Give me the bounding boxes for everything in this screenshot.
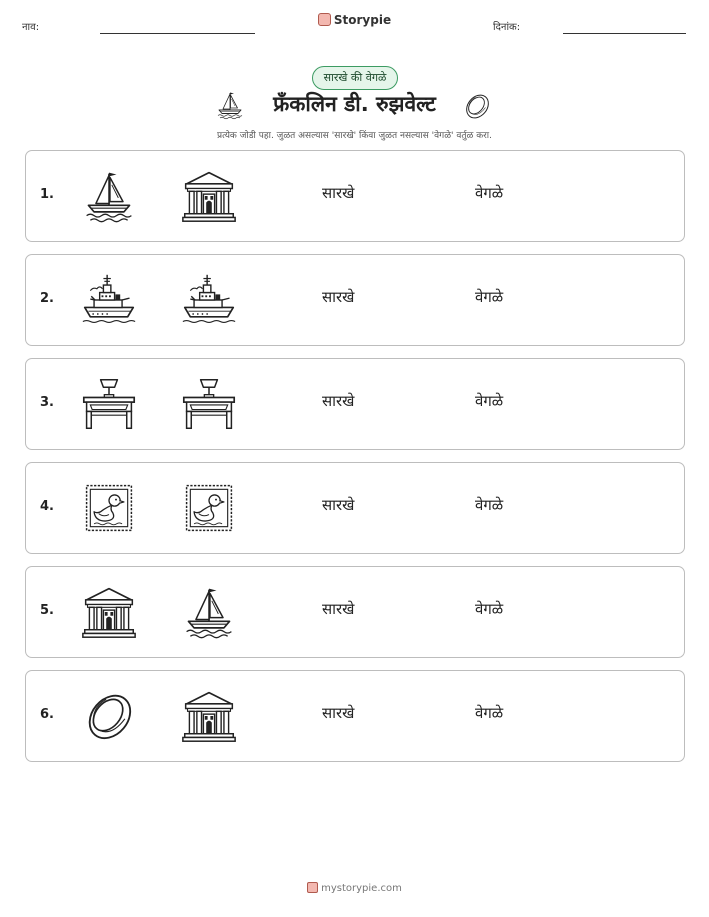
question-number: 6. <box>40 707 54 722</box>
date-line <box>563 33 686 34</box>
question-card-6 <box>25 670 685 762</box>
building-icon <box>181 688 237 744</box>
storypie-logo-icon <box>318 13 331 26</box>
warship-icon <box>81 272 137 328</box>
sailboat-icon <box>181 584 237 640</box>
duck-stamp-icon <box>81 480 137 536</box>
page-title: फ्रँकलिन डी. रुझवेल्ट <box>273 92 436 116</box>
storypie-logo-icon <box>307 882 318 893</box>
desk-lamp-icon <box>81 376 137 432</box>
question-card-5 <box>25 566 685 658</box>
option-different[interactable]: वेगळे <box>475 704 504 722</box>
footer-url[interactable]: mystorypie.com <box>321 883 402 894</box>
option-same[interactable]: सारखे <box>322 392 355 410</box>
duck-stamp-icon <box>181 480 237 536</box>
building-icon <box>81 584 137 640</box>
topic-badge: सारखे की वेगळे <box>312 66 398 90</box>
option-different[interactable]: वेगळे <box>475 184 504 202</box>
brand-name: Storypie <box>333 13 392 27</box>
question-number: 3. <box>40 395 54 410</box>
option-different[interactable]: वेगळे <box>475 496 504 514</box>
name-label: नाव: <box>22 22 40 33</box>
option-different[interactable]: वेगळे <box>475 392 504 410</box>
question-card-3 <box>25 358 685 450</box>
sailboat-icon <box>81 168 137 224</box>
question-number: 1. <box>40 187 54 202</box>
question-number: 5. <box>40 603 54 618</box>
desk-lamp-icon <box>181 376 237 432</box>
question-card-1 <box>25 150 685 242</box>
question-number: 2. <box>40 291 54 306</box>
option-different[interactable]: वेगळे <box>475 600 504 618</box>
warship-icon <box>181 272 237 328</box>
building-icon <box>181 168 237 224</box>
option-same[interactable]: सारखे <box>322 704 355 722</box>
option-same[interactable]: सारखे <box>322 184 355 202</box>
brand <box>0 13 709 27</box>
question-card-4 <box>25 462 685 554</box>
name-line <box>100 33 255 34</box>
title-row <box>0 90 709 122</box>
footer <box>0 882 709 894</box>
question-number: 4. <box>40 499 54 514</box>
instructions: प्रत्येक जोडी पहा. जुळत असल्यास 'सारखे' किंवा जुळत नसल्यास 'वेगळे' वर्तुळ करा. <box>216 131 492 141</box>
option-same[interactable]: सारखे <box>322 600 355 618</box>
ring-icon <box>81 688 137 744</box>
option-same[interactable]: सारखे <box>322 288 355 306</box>
option-different[interactable]: वेगळे <box>475 288 504 306</box>
ring-icon <box>462 91 492 121</box>
option-same[interactable]: सारखे <box>322 496 355 514</box>
date-label: दिनांक: <box>493 22 521 33</box>
question-card-2 <box>25 254 685 346</box>
